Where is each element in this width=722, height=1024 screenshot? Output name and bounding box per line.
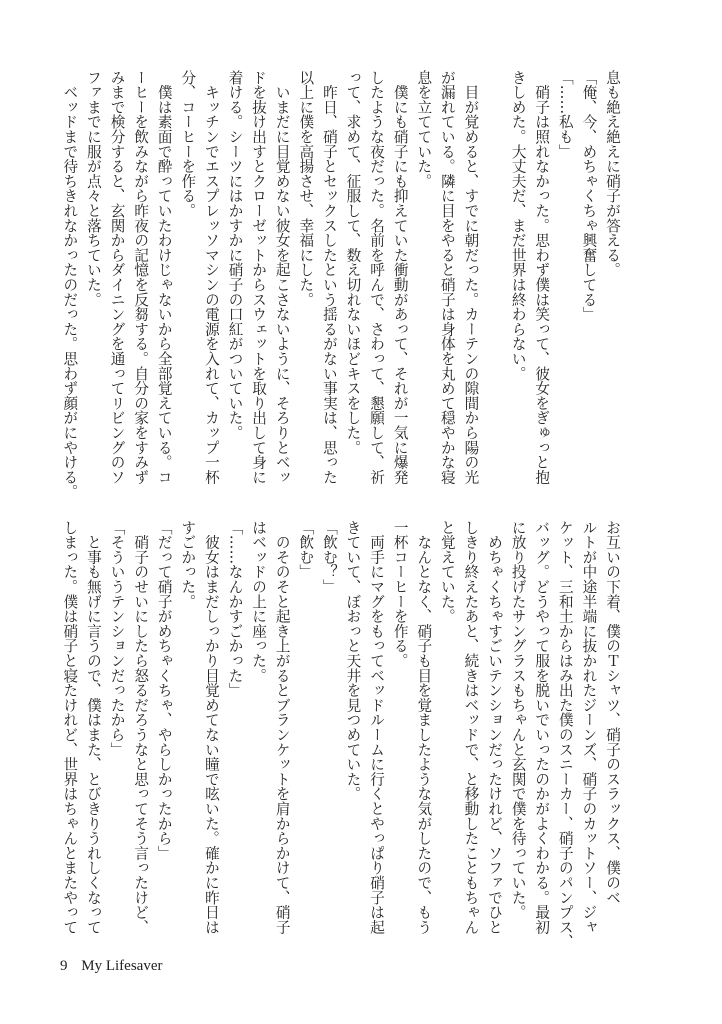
text-column: しまった。僕は硝子と寝たけれど、世界はちゃんとまたやって xyxy=(61,520,79,935)
text-block-bottom xyxy=(58,520,624,950)
text-column: 僕は素面で酔っていたわけじゃないから全部覚えている。コ xyxy=(155,70,173,485)
text-column: したような夜だった。名前を呼んで、さわって、懇願して、祈 xyxy=(368,70,386,485)
text-column: みまで検分すると、玄関からダイニングを通ってリビングのソ xyxy=(108,70,126,485)
text-column: しきり終えたあと、続きはベッドで、と移動したこともちゃん xyxy=(462,520,480,935)
text-column: 硝子は照れなかった。思わず僕は笑って、彼女をぎゅっと抱 xyxy=(533,70,551,485)
text-column: 彼女はまだしっかり目覚めてない瞳で呟いた。確かに昨日は xyxy=(202,520,220,935)
text-column: 目が覚めると、すでに朝だった。カーテンの隙間から陽の光 xyxy=(462,70,480,485)
text-column: ドを抜け出すとクローゼットからスウェットを取り出して身に xyxy=(250,70,268,485)
text-column: 「飲む」 xyxy=(297,520,315,580)
text-block-top xyxy=(58,70,624,500)
text-column: はベッドの上に座った。 xyxy=(250,520,268,683)
text-column: 息を立てていた。 xyxy=(415,70,433,189)
page-footer xyxy=(60,958,162,975)
text-column: 「そういうテンションだったから」 xyxy=(108,520,126,757)
text-column: きていて、ぼおっと天井を見つめていた。 xyxy=(344,520,362,802)
text-column: 「俺、今、めちゃくちゃ興奮してる」 xyxy=(580,70,598,322)
text-column: 硝子のせいにしたら怒るだろうなと思ってそう言ったけど、 xyxy=(132,520,150,935)
text-column: ケット、三和土からはみ出た僕のスニーカー、硝子のパンプス、 xyxy=(556,520,574,950)
text-column: 一杯コーヒーを作る。 xyxy=(391,520,409,668)
text-column: 両手にマグをもってベッドルームに行くとやっぱり硝子は起 xyxy=(368,520,386,935)
text-column: なんとなく、硝子も目を覚ましたような気がしたので、もう xyxy=(415,520,433,935)
text-column: が漏れている。隣に目をやると硝子は身体を丸めて穏やかな寝 xyxy=(438,70,456,485)
text-column: って、求めて、征服して、数え切れないほどキスをした。 xyxy=(344,70,362,455)
page-number: 9 xyxy=(60,958,68,974)
text-column: いまだに目覚めない彼女を起こさないように、そろりとベッ xyxy=(273,70,291,485)
text-column: めちゃくちゃすごいテンションだったけれど、ソファでひと xyxy=(486,520,504,935)
text-column: と事も無げに言うので、僕はまた、とびきりうれしくなって xyxy=(84,520,102,935)
text-column: 「……私も」 xyxy=(556,70,574,159)
text-column: 僕にも硝子にも抑えていた衝動があって、それが一気に爆発 xyxy=(391,70,409,485)
text-column: お互いの下着、僕のＴシャツ、硝子のスラックス、僕のベ xyxy=(604,520,621,905)
text-column: 分、コーヒーを作る。 xyxy=(179,70,197,218)
text-column: 昨日、硝子とセックスしたという揺るがない事実は、思った xyxy=(320,70,338,485)
text-column: ファまでに服が点々と落ちていた。 xyxy=(84,70,102,307)
text-column: すごかった。 xyxy=(179,520,197,609)
text-column: と覚えていた。 xyxy=(438,520,456,624)
text-column: きしめた。大丈夫だ、まだ世界は終わらない。 xyxy=(509,70,527,381)
text-column: ルトが中途半端に抜かれたジーンズ、硝子のカットソー、ジャ xyxy=(580,520,598,935)
text-column: 着ける。シーツにはかすかに硝子の口紅がついていた。 xyxy=(226,70,244,440)
text-column xyxy=(482,70,506,480)
text-column: 「飲む？」 xyxy=(320,520,338,594)
text-column: 息も絶え絶えに硝子が答える。 xyxy=(604,70,621,278)
text-column: のそのそと起き上がるとブランケットを肩からかけて、硝子 xyxy=(273,520,291,935)
text-column: ーヒーを飲みながら昨夜の記憶を反芻する。自分の家をすみず xyxy=(132,70,150,485)
text-column: 「……なんかすごかった」 xyxy=(226,520,244,698)
text-column: ベッドまで待ちきれなかったのだった。思わず顔がにやける。 xyxy=(61,70,79,500)
text-column: 以上に僕を高揚させ、幸福にした。 xyxy=(297,70,315,307)
text-column: キッチンでエスプレッソマシンの電源を入れて、カップ一杯 xyxy=(202,70,220,485)
text-column: に放り投げたサングラスもちゃんと玄関で僕を待っていた。 xyxy=(509,520,527,920)
book-title: My Lifesaver xyxy=(81,958,163,974)
text-column: 「だって硝子がめちゃくちゃ、やらしかったから」 xyxy=(155,520,173,861)
text-column: バッグ。どうやって服を脱いでいったのかがよくわかる。最初 xyxy=(533,520,551,935)
